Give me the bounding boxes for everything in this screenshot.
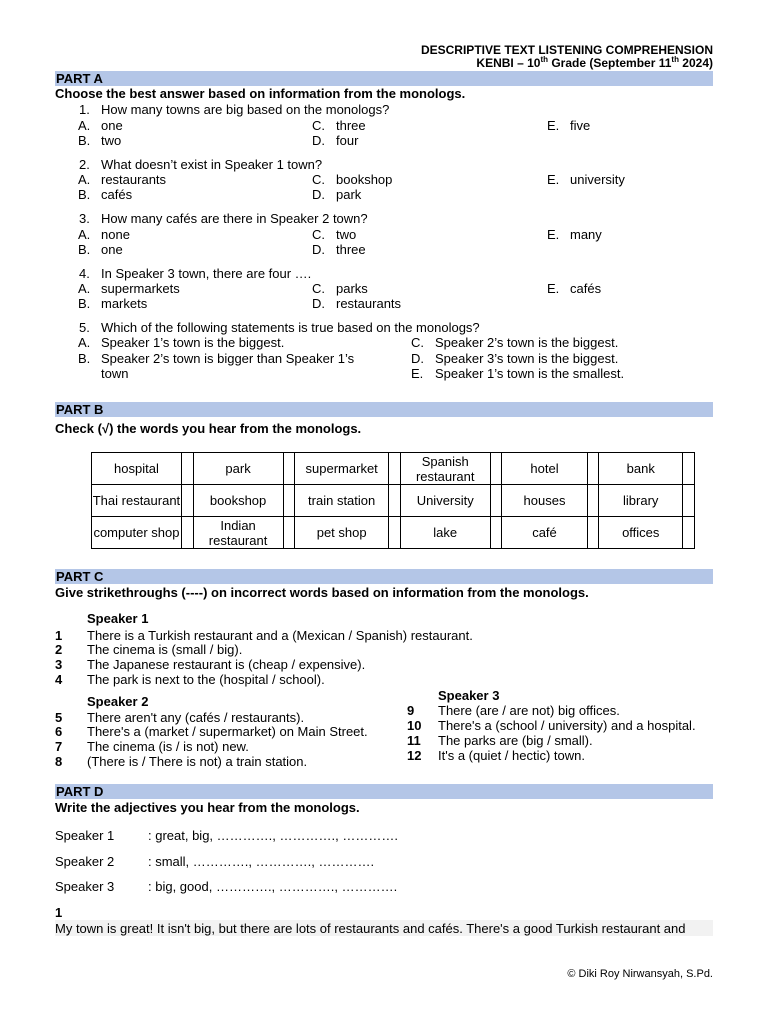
subtitle-text: 2024) <box>678 56 713 70</box>
item-number: 6 <box>55 724 63 739</box>
subtitle-sup: th <box>540 55 549 64</box>
adjective-blank-line[interactable]: : small, …………., …………., …………. <box>148 854 375 869</box>
check-box[interactable] <box>683 485 695 517</box>
word-cell: offices <box>599 517 683 549</box>
word-cell: Thai restaurant <box>92 485 182 517</box>
option-letter: C. <box>312 227 325 242</box>
option-text: bookshop <box>336 172 393 187</box>
check-box[interactable] <box>683 517 695 549</box>
transcript-text: My town is great! It isn't big, but there are lots of restaurants and cafés. There's a good Turkish restaurant and <box>55 921 686 936</box>
document-subtitle <box>476 56 713 70</box>
subtitle-text: KENBI – 10 <box>476 56 541 70</box>
option-letter: A. <box>78 227 91 242</box>
table-row <box>92 453 695 485</box>
question-number: 1. <box>79 102 90 117</box>
question-text: How many towns are big based on the monologs? <box>101 102 390 117</box>
option-letter: A. <box>78 172 91 187</box>
question-number: 3. <box>79 211 90 226</box>
option-letter: D. <box>312 296 325 311</box>
option-text: many <box>570 227 602 242</box>
question-text: How many cafés are there in Speaker 2 town? <box>101 211 368 226</box>
check-box[interactable] <box>389 485 401 517</box>
speaker-1-label: Speaker 1 <box>87 611 149 626</box>
word-cell: lake <box>400 517 490 549</box>
check-box[interactable] <box>181 517 193 549</box>
option-text: supermarkets <box>101 281 180 296</box>
item-text: There (are / are not) big offices. <box>438 703 620 718</box>
option-text: university <box>570 172 625 187</box>
check-box[interactable] <box>389 517 401 549</box>
part-a-instruction: Choose the best answer based on information from the monologs. <box>55 86 466 101</box>
option-letter: D. <box>312 133 325 148</box>
item-number: 2 <box>55 642 63 657</box>
subtitle-text: Grade (September 11 <box>548 56 672 70</box>
word-cell: park <box>193 453 283 485</box>
option-text: three <box>336 242 366 257</box>
option-letter: B. <box>78 351 91 366</box>
option-text: two <box>101 133 122 148</box>
adjective-blank-line[interactable]: : big, good, …………., …………., …………. <box>148 879 398 894</box>
option-text: restaurants <box>101 172 167 187</box>
copyright-footer: © Diki Roy Nirwansyah, S.Pd. <box>567 968 713 980</box>
document-title: DESCRIPTIVE TEXT LISTENING COMPREHENSION <box>420 43 713 57</box>
question-number: 5. <box>79 320 90 335</box>
question-text: In Speaker 3 town, there are four …. <box>101 266 312 281</box>
question-text: What doesn’t exist in Speaker 1 town? <box>101 157 323 172</box>
check-box[interactable] <box>490 517 502 549</box>
word-cell: library <box>599 485 683 517</box>
part-c-heading: PART C <box>55 569 713 584</box>
item-number: 10 <box>407 718 422 733</box>
item-number: 9 <box>407 703 415 718</box>
check-box[interactable] <box>283 517 295 549</box>
option-letter: D. <box>312 187 325 202</box>
item-text: There is a Turkish restaurant and a (Mexican / Spanish) restaurant. <box>87 628 473 643</box>
part-d-heading: PART D <box>55 784 713 799</box>
question-number: 2. <box>79 157 90 172</box>
word-cell: computer shop <box>92 517 182 549</box>
word-cell: supermarket <box>295 453 389 485</box>
part-d-instruction: Write the adjectives you hear from the monologs. <box>55 800 360 815</box>
option-text-continued: town <box>101 366 129 381</box>
option-letter: A. <box>78 118 91 133</box>
item-text: There aren't any (cafés / restaurants). <box>87 710 305 725</box>
item-text: There's a (market / supermarket) on Main Street. <box>87 724 368 739</box>
option-letter: C. <box>312 118 325 133</box>
word-check-table <box>91 452 695 549</box>
part-b-heading: PART B <box>55 402 713 417</box>
option-letter: B. <box>78 133 91 148</box>
check-box[interactable] <box>490 485 502 517</box>
item-number: 12 <box>407 748 422 763</box>
option-text: restaurants <box>336 296 402 311</box>
option-text: three <box>336 118 366 133</box>
option-letter: E. <box>547 227 560 242</box>
table-row <box>92 517 695 549</box>
word-cell: pet shop <box>295 517 389 549</box>
word-cell: hospital <box>92 453 182 485</box>
word-cell: bank <box>599 453 683 485</box>
check-box[interactable] <box>490 453 502 485</box>
option-letter: D. <box>411 351 424 366</box>
item-number: 5 <box>55 710 63 725</box>
table-row <box>92 485 695 517</box>
option-letter: E. <box>547 172 560 187</box>
option-letter: D. <box>312 242 325 257</box>
item-text: The parks are (big / small). <box>438 733 593 748</box>
check-box[interactable] <box>283 485 295 517</box>
option-text: four <box>336 133 359 148</box>
item-number: 11 <box>407 733 421 748</box>
option-text: park <box>336 187 362 202</box>
option-text: Speaker 1’s town is the smallest. <box>435 366 625 381</box>
check-box[interactable] <box>683 453 695 485</box>
word-cell: bookshop <box>193 485 283 517</box>
item-text: The cinema is (small / big). <box>87 642 243 657</box>
check-box[interactable] <box>587 453 599 485</box>
option-text: one <box>101 242 123 257</box>
option-text: one <box>101 118 123 133</box>
option-text: five <box>570 118 591 133</box>
adjective-blank-line[interactable]: : great, big, …………., …………., …………. <box>148 828 398 843</box>
item-text: There's a (school / university) and a hospital. <box>438 718 696 733</box>
item-text: The park is next to the (hospital / school). <box>87 672 325 687</box>
check-box[interactable] <box>181 485 193 517</box>
check-box[interactable] <box>181 453 193 485</box>
option-text: Speaker 3’s town is the biggest. <box>435 351 619 366</box>
word-cell: houses <box>502 485 587 517</box>
speaker-label: Speaker 1 <box>55 828 115 843</box>
item-number: 3 <box>55 657 63 672</box>
option-letter: E. <box>547 281 560 296</box>
option-letter: A. <box>78 281 91 296</box>
word-cell: train station <box>295 485 389 517</box>
item-text: (There is / There is not) a train station. <box>87 754 308 769</box>
question-number: 4. <box>79 266 90 281</box>
option-letter: B. <box>78 296 91 311</box>
check-box[interactable] <box>587 485 599 517</box>
option-text: cafés <box>101 187 133 202</box>
word-cell: Indian restaurant <box>193 517 283 549</box>
part-b-instruction: Check (√) the words you hear from the monologs. <box>55 421 362 436</box>
word-cell: café <box>502 517 587 549</box>
item-number: 7 <box>55 739 63 754</box>
part-c-instruction: Give strikethroughs (----) on incorrect words based on information from the monologs. <box>55 585 589 600</box>
item-number: 1 <box>55 628 63 643</box>
option-text: cafés <box>570 281 602 296</box>
option-letter: E. <box>547 118 560 133</box>
option-text: none <box>101 227 130 242</box>
transcript-number: 1 <box>55 905 63 920</box>
subtitle-sup: th <box>671 55 679 64</box>
option-letter: C. <box>411 335 424 350</box>
speaker-label: Speaker 2 <box>55 854 115 869</box>
word-cell: hotel <box>502 453 587 485</box>
item-text: It's a (quiet / hectic) town. <box>438 748 585 763</box>
item-number: 8 <box>55 754 63 769</box>
option-text: two <box>336 227 357 242</box>
check-box[interactable] <box>389 453 401 485</box>
option-letter: B. <box>78 187 91 202</box>
item-number: 4 <box>55 672 63 687</box>
item-text: The Japanese restaurant is (cheap / expensive). <box>87 657 366 672</box>
option-text: parks <box>336 281 368 296</box>
option-letter: E. <box>411 366 424 381</box>
option-text: Speaker 1’s town is the biggest. <box>101 335 285 350</box>
option-text: markets <box>101 296 148 311</box>
speaker-2-label: Speaker 2 <box>87 694 149 709</box>
check-box[interactable] <box>283 453 295 485</box>
option-letter: B. <box>78 242 91 257</box>
word-cell: Spanish restaurant <box>400 453 490 485</box>
speaker-label: Speaker 3 <box>55 879 115 894</box>
option-letter: C. <box>312 281 325 296</box>
option-letter: C. <box>312 172 325 187</box>
question-text: Which of the following statements is true based on the monologs? <box>101 320 480 335</box>
option-text: Speaker 2’s town is bigger than Speaker 1’s <box>101 351 355 366</box>
option-text: Speaker 2’s town is the biggest. <box>435 335 619 350</box>
part-a-heading: PART A <box>55 71 713 86</box>
check-box[interactable] <box>587 517 599 549</box>
option-letter: A. <box>78 335 91 350</box>
speaker-3-label: Speaker 3 <box>438 688 500 703</box>
word-cell: University <box>400 485 490 517</box>
item-text: The cinema (is / is not) new. <box>87 739 249 754</box>
